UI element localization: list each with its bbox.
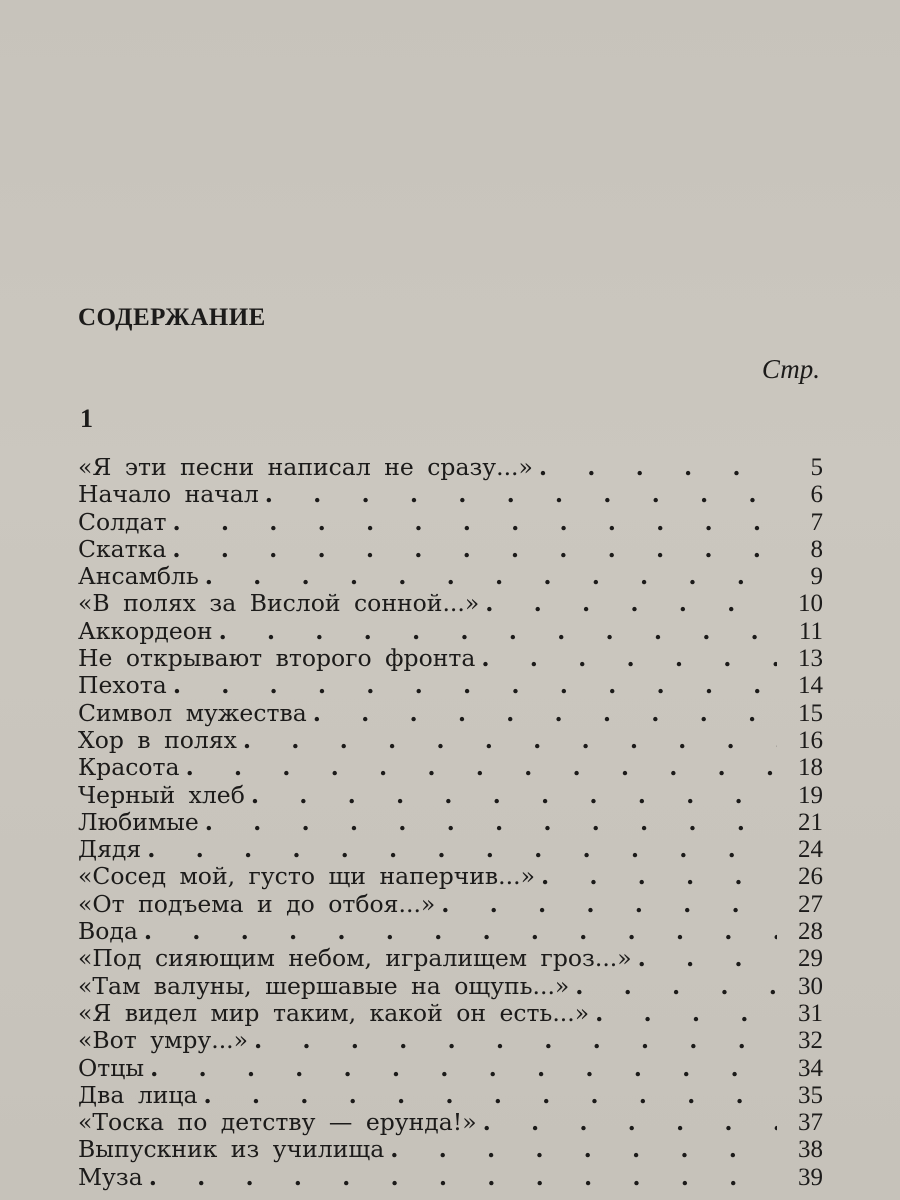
toc-entry-title: Два лица xyxy=(78,1081,198,1109)
toc-entry xyxy=(78,863,823,890)
toc-entry-title: Вода xyxy=(78,918,138,946)
toc-entry-title: «Под сияющим небом, игралищем гроз...» xyxy=(78,945,632,973)
toc-entry-page-number: 9 xyxy=(810,563,823,591)
contents-heading: СОДЕРЖАНИЕ xyxy=(78,304,266,331)
toc-entry-page-number: 19 xyxy=(798,781,823,809)
toc-entry-page-number: 35 xyxy=(798,1081,823,1109)
toc-entry-title: Хор в полях xyxy=(78,726,237,754)
toc-entry xyxy=(78,727,823,754)
toc-entry xyxy=(78,481,823,508)
dot-leader xyxy=(147,836,777,863)
dot-leader xyxy=(595,1000,777,1027)
toc-entry xyxy=(78,645,823,672)
dot-leader xyxy=(173,672,777,699)
toc-entry-title: Символ мужества xyxy=(78,699,307,727)
toc-entry-page-number: 7 xyxy=(810,508,823,536)
toc-entry-title: Аккордеон xyxy=(78,617,213,645)
toc-entry-title: «От подъема и до отбоя...» xyxy=(78,890,436,918)
toc-entry-title: Пехота xyxy=(78,672,167,700)
toc-entry xyxy=(78,1136,823,1163)
toc-entry-title: Красота xyxy=(78,754,180,782)
dot-leader xyxy=(485,590,777,617)
toc-entry-title: Ансамбль xyxy=(78,563,199,591)
toc-entry-page-number: 28 xyxy=(798,918,823,946)
dot-leader xyxy=(204,1082,777,1109)
toc-entry-title: Отцы xyxy=(78,1054,145,1082)
toc-entry xyxy=(78,672,823,699)
toc-entry-page-number: 5 xyxy=(810,454,823,481)
toc-entry xyxy=(78,563,823,590)
toc-entry xyxy=(78,1164,823,1191)
toc-entry-title: Скатка xyxy=(78,535,167,563)
toc-entry xyxy=(78,754,823,781)
toc-entry xyxy=(78,509,823,536)
toc-entry xyxy=(78,1055,823,1082)
toc-entry-page-number: 24 xyxy=(798,836,823,864)
dot-leader xyxy=(205,809,777,836)
toc-entry-title: «Там валуны, шершавые на ощупь...» xyxy=(78,972,570,1000)
toc-entry-page-number: 26 xyxy=(798,863,823,891)
dot-leader xyxy=(149,1164,777,1191)
dot-leader xyxy=(186,754,777,781)
toc-entry-title: «Я видел мир таким, какой он есть...» xyxy=(78,999,590,1027)
toc-entry-title: Дядя xyxy=(78,836,142,864)
toc-entry-title: «В полях за Вислой сонной...» xyxy=(78,590,480,618)
toc-entry-title: Солдат xyxy=(78,508,167,536)
toc-entry-page-number: 16 xyxy=(798,726,823,754)
toc-entry xyxy=(78,918,823,945)
dot-leader xyxy=(144,918,777,945)
toc-entry xyxy=(78,618,823,645)
toc-entry-page-number: 11 xyxy=(798,617,823,645)
toc-entry xyxy=(78,1082,823,1109)
toc-entry-page-number: 34 xyxy=(798,1054,823,1082)
toc-entry xyxy=(78,891,823,918)
toc-entry-title: Любимые xyxy=(78,808,199,836)
toc-entry-title: «Сосед мой, густо щи наперчив...» xyxy=(78,863,535,891)
dot-leader xyxy=(172,536,777,563)
toc-entry xyxy=(78,782,823,809)
dot-leader xyxy=(173,509,777,536)
toc-entry xyxy=(78,1000,823,1027)
table-of-contents xyxy=(78,454,823,1191)
dot-leader xyxy=(541,863,777,890)
toc-entry-title: Начало начал xyxy=(78,481,259,509)
toc-entry-page-number: 14 xyxy=(798,672,823,700)
dot-leader xyxy=(390,1136,777,1163)
toc-entry xyxy=(78,1109,823,1136)
section-number: 1 xyxy=(80,404,93,433)
toc-entry xyxy=(78,809,823,836)
toc-entry-title: «Вот умру...» xyxy=(78,1027,249,1055)
toc-entry-page-number: 10 xyxy=(798,590,823,618)
toc-entry-page-number: 8 xyxy=(810,535,823,563)
dot-leader xyxy=(243,727,777,754)
toc-entry-title: «Тоска по детству — ерунда!» xyxy=(78,1109,477,1137)
toc-entry-page-number: 29 xyxy=(798,945,823,973)
dot-leader xyxy=(205,563,777,590)
page-column-label: Стр. xyxy=(761,354,820,384)
toc-entry-page-number: 39 xyxy=(798,1163,823,1191)
toc-entry-page-number: 27 xyxy=(798,890,823,918)
toc-entry-page-number: 18 xyxy=(798,754,823,782)
toc-entry-page-number: 13 xyxy=(798,645,823,673)
toc-entry xyxy=(78,700,823,727)
dot-leader xyxy=(638,945,777,972)
toc-entry xyxy=(78,536,823,563)
toc-entry xyxy=(78,836,823,863)
toc-entry-page-number: 21 xyxy=(798,808,823,836)
toc-entry xyxy=(78,973,823,1000)
dot-leader xyxy=(483,1109,777,1136)
toc-entry-title: Не открывают второго фронта xyxy=(78,645,476,673)
dot-leader xyxy=(481,645,777,672)
dot-leader xyxy=(251,782,777,809)
dot-leader xyxy=(150,1055,777,1082)
dot-leader xyxy=(313,700,777,727)
toc-entry-page-number: 38 xyxy=(798,1136,823,1164)
toc-entry-title: Черный хлеб xyxy=(78,781,245,809)
toc-entry-page-number: 32 xyxy=(798,1027,823,1055)
toc-entry-title: «Я эти песни написал не сразу...» xyxy=(78,454,533,481)
dot-leader xyxy=(219,618,777,645)
dot-leader xyxy=(441,891,777,918)
toc-entry-title: Выпускник из училища xyxy=(78,1136,385,1164)
dot-leader xyxy=(265,481,777,508)
toc-entry-page-number: 31 xyxy=(798,999,823,1027)
dot-leader xyxy=(575,973,777,1000)
toc-entry xyxy=(78,945,823,972)
toc-entry-title: Муза xyxy=(78,1163,143,1191)
toc-entry-page-number: 30 xyxy=(798,972,823,1000)
dot-leader xyxy=(539,454,777,481)
toc-entry-page-number: 15 xyxy=(798,699,823,727)
toc-entry-page-number: 6 xyxy=(810,481,823,509)
toc-entry-page-number: 37 xyxy=(798,1109,823,1137)
toc-entry xyxy=(78,590,823,617)
toc-entry xyxy=(78,1027,823,1054)
dot-leader xyxy=(254,1027,777,1054)
toc-entry xyxy=(78,454,823,481)
